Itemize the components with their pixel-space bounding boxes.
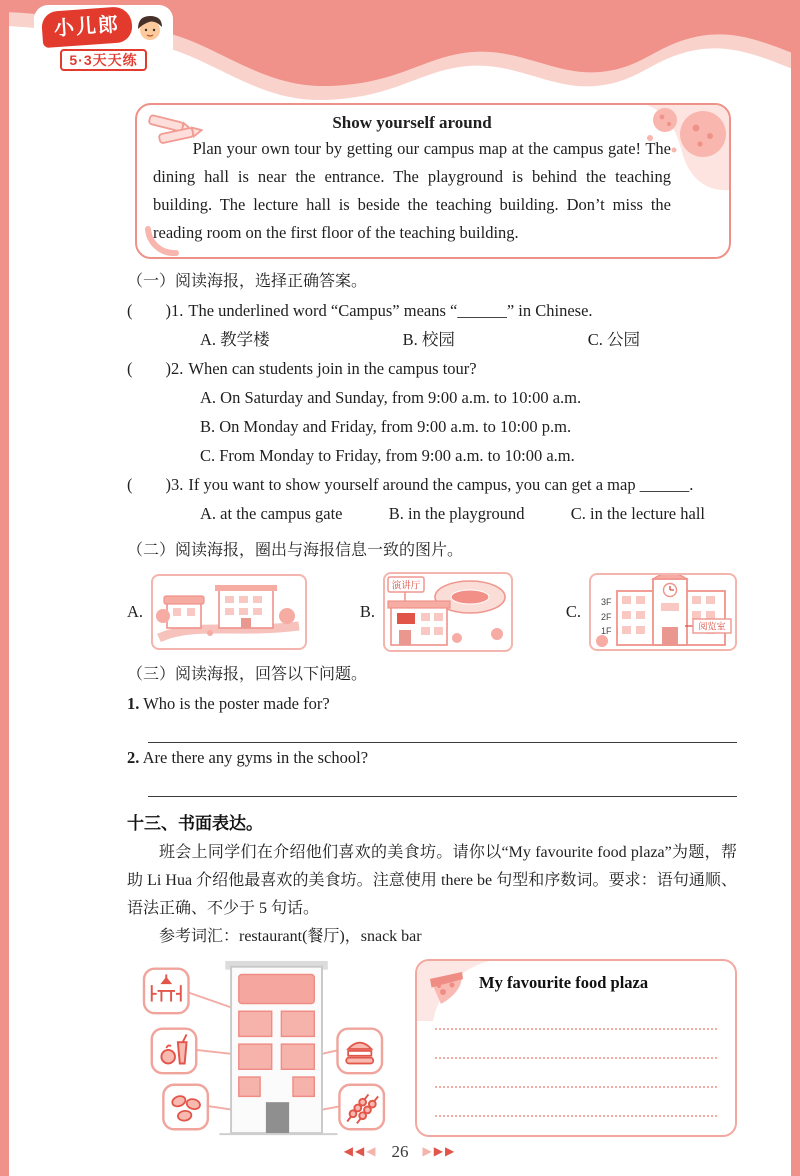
left-edge-bar bbox=[0, 0, 9, 1176]
right-arrows-icon: ▶▶ bbox=[433, 1144, 457, 1158]
poster-card bbox=[135, 103, 731, 259]
answer-bracket: ( ) bbox=[127, 359, 171, 378]
picture-options bbox=[127, 572, 737, 652]
logo-subtitle: 5·3天天练 bbox=[60, 49, 146, 71]
teaching-building-drawing bbox=[591, 575, 735, 649]
writing-box bbox=[415, 959, 737, 1137]
picture-b-label: B. bbox=[359, 602, 376, 621]
writing-line bbox=[435, 1088, 717, 1117]
page-content bbox=[127, 103, 737, 1137]
question-3-options bbox=[127, 499, 705, 528]
option-a: A. at the campus gate bbox=[200, 504, 343, 523]
answer-blank-line bbox=[148, 718, 737, 743]
floor-label-2f: 2F bbox=[600, 612, 612, 622]
option-c: C. From Monday to Friday, from 9:00 a.m. to 10:00 a.m. bbox=[200, 446, 575, 465]
section-two-heading: （二）阅读海报，圈出与海报信息一致的图片。 bbox=[127, 542, 464, 559]
section-thirteen-heading: 十三、书面表达。 bbox=[127, 814, 263, 833]
header-wave bbox=[0, 0, 800, 100]
left-arrows-icon: ◀◀ bbox=[343, 1144, 367, 1158]
question-1: ( )1. The underlined word “Campus” means “______” in Chinese. bbox=[127, 301, 593, 320]
answer-bracket: ( ) bbox=[127, 475, 171, 494]
open-question-1: 1. Who is the poster made for? bbox=[127, 694, 330, 713]
section-three-heading: （三）阅读海报，回答以下问题。 bbox=[127, 666, 368, 683]
footer-nav bbox=[0, 1142, 800, 1162]
library-illustration bbox=[589, 573, 737, 651]
floor-label-3f: 3F bbox=[600, 597, 612, 607]
open-question-2: 2. Are there any gyms in the school? bbox=[127, 748, 369, 767]
picture-option-a bbox=[127, 574, 307, 650]
burger-icon bbox=[346, 1043, 373, 1064]
reading-room-tag: 阅览室 bbox=[698, 621, 726, 632]
left-arrow-light-icon: ◀ bbox=[366, 1144, 378, 1158]
question-2-options bbox=[127, 383, 737, 470]
poster-body: Plan your own tour by getting our campus map at the campus gate! The dining hall is near the entrance. The playground is behind the teaching building. The lecture hall is beside the teaching building. Don’t miss the reading room on the first floor of the teaching building. bbox=[153, 139, 671, 242]
poster-title: Show yourself around bbox=[332, 113, 492, 132]
writing-line bbox=[435, 1001, 717, 1030]
picture-option-b bbox=[360, 572, 513, 652]
brand-logo bbox=[34, 5, 173, 77]
picture-c-label: C. bbox=[565, 602, 581, 621]
playground-illustration bbox=[383, 572, 513, 652]
reference-vocab: 参考词汇：restaurant(餐厅)，snack bar bbox=[159, 928, 422, 945]
boy-mascot-icon bbox=[135, 11, 165, 45]
writing-line bbox=[435, 1030, 717, 1059]
writing-title: My favourite food plaza bbox=[479, 973, 649, 992]
option-b: B. On Monday and Friday, from 9:00 a.m. to 10:00 p.m. bbox=[200, 417, 572, 436]
option-c: C. 公园 bbox=[587, 330, 640, 349]
logo-badge: 小儿郎 bbox=[41, 6, 133, 48]
writing-line bbox=[435, 1059, 717, 1088]
section-one-heading: （一）阅读海报，选择正确答案。 bbox=[127, 273, 368, 290]
answer-blank-line bbox=[148, 772, 737, 797]
writing-prompt: 班会上同学们在介绍他们喜欢的美食坊。请你以“My favourite food plaza”为题，帮助 Li Hua 介绍他最喜欢的美食坊。注意使用 there be 句型和序数词。要求：语句通顺、语法正确、不少于 5 句话。 bbox=[127, 844, 737, 917]
right-edge-bar bbox=[791, 0, 800, 1176]
lecture-hall-sign: 演讲厅 bbox=[391, 580, 421, 592]
option-a: A. On Saturday and Sunday, from 9:00 a.m. to 10:00 a.m. bbox=[200, 388, 582, 407]
floor-label-1f: 1F bbox=[600, 626, 612, 636]
question-2: ( )2. When can students join in the campus tour? bbox=[127, 359, 477, 378]
question-1-options bbox=[127, 325, 640, 354]
campus-street-drawing bbox=[153, 576, 305, 648]
food-plaza-illustration bbox=[137, 959, 389, 1137]
picture-option-c bbox=[566, 573, 737, 651]
question-3: ( )3. If you want to show yourself around the campus, you can get a map ______. bbox=[127, 475, 694, 494]
playground-drawing bbox=[385, 574, 511, 650]
option-b: B. in the playground bbox=[388, 504, 525, 523]
writing-line bbox=[435, 1117, 717, 1137]
writing-lines bbox=[435, 1001, 717, 1137]
option-b: B. 校园 bbox=[402, 330, 455, 349]
answer-bracket: ( ) bbox=[127, 301, 171, 320]
right-arrow-light-icon: ▶ bbox=[422, 1144, 434, 1158]
option-c: C. in the lecture hall bbox=[570, 504, 705, 523]
page-number: 26 bbox=[391, 1142, 409, 1161]
writing-task-area bbox=[127, 959, 737, 1137]
picture-a-label: A. bbox=[127, 602, 144, 621]
option-a: A. 教学楼 bbox=[200, 330, 270, 349]
campus-map-illustration bbox=[151, 574, 307, 650]
